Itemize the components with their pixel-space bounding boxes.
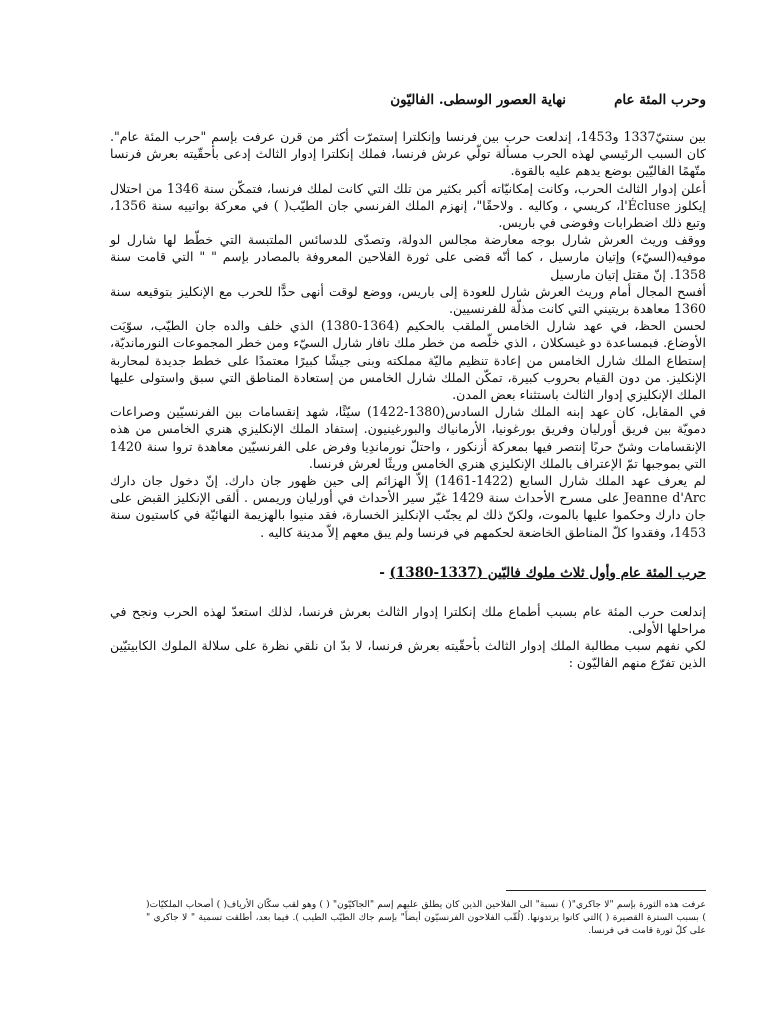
title-part-2: وحرب المئة عام	[614, 92, 706, 108]
paragraph-4: أفسح المجال أمام وريث العرش شارل للعودة إلى باريس، ووضع لوقت أنهى حدًّا للحرب مع الإنكليز بتوقيعه سنة 1360 معاهدة بريتيني التي كانت مذلّة للفرنسيين.	[110, 283, 706, 317]
footnote-separator	[506, 890, 706, 891]
paragraph-9: لكي نفهم سبب مطالبة الملك إدوار الثالث بأحقّيته بعرش فرنسا، لا بدّ ان نلقي نظرة على سلالة الملوك الكابيتيّين الذين تفرّع منهم الفاليّون :	[110, 638, 706, 671]
paragraph-8: إندلعت حرب المئة عام بسبب أطماع ملك إنكلترا إدوار الثالث بعرش فرنسا، لذلك استعدّ لهذه الحرب ونجح في مراحلها الأولى.	[110, 603, 706, 637]
title-part-1: نهاية العصور الوسطى. الفاليّون	[390, 92, 567, 108]
paragraph-3: ووقف وريث العرش شارل بوجه معارضة مجالس الدولة، وتصدّى للدسائس الملتبسة التي خطّط لها شارل لو موفيه(السيّء) وإتيان مارسيل ، كما أنّه قضى على ثورة الفلاحين المعروفة بالمصادر بإسم " " التي قامت سنة 1358. إنّ مقتل إتيان مارسيل	[110, 232, 706, 282]
section-heading	[110, 563, 706, 583]
paragraph-2: أعلن إدوار الثالث الحرب، وكانت إمكانيّاته أكبر بكثير من تلك التي كانت لملك فرنسا، فتمكّن سنة 1346 من احتلال إيكلوز l'Écluse، كريسي ، وكاليه . ولاحقًا"، إنهزم الملك الفرنسي جان الطيّب( ) في معركة بواتييه سنة 1356، وتبع ذلك اضطرابات وفوضى في باريس.	[110, 180, 706, 231]
paragraph-5: لحسن الحظ، في عهد شارل الخامس الملقب بالحكيم (1364-1380) الذي خلف والده جان الطيّب، سوّيَت الأوضاع. فبمساعدة دو غيسكلان ، الذي خلّصه من خطر ملك نافار شارل السيّء ومن خطر المجموعات النورمانديّة، إستطاع الملك شارل الخامس من إعادة تنظيم ماليّة مملكته وبنى جيشًا كبيرًا معتمدًا على خطط جديدة لمحاربة الإنكليز. من دون القيام بحروب كبيرة، تمكّن الملك شارل الخامس من إستعادة المناطق التي سبق واستولى عليها الملك الإنكليزي إدوار الثالث باستثناء بعض المدن.	[110, 318, 706, 403]
footnotes	[146, 898, 706, 937]
footnote-1: عرفت هذه الثورة بإسم "لا جاكري"( ) نسبة" الى الفلاحين الذين كان يطلق عليهم إسم "الجاكيّون" ( ) وهو لقب سكّان الأرياف( ) أصحاب الملكيّات( ) بسبب السترة القصيرة ( )التي كانوا يرتدونها. (لُقّب الفلاحون الفرنسيّون أيضاً" بإسم جاك الطيّب الطيب ). فيما بعد، أطلقت تسمية " لا جاكري " على كلّ ثورة قامت في فرنسا.	[146, 899, 706, 936]
document-page	[110, 90, 706, 1010]
section-heading-text: حرب المئة عام وأول ثلاث ملوك فاليّين (1337-1380)	[389, 564, 706, 581]
paragraph-7: لم يعرف عهد الملك شارل السابع (1422-1461) إلاّ الهزائم إلى حين ظهور جان دارك. إنّ دخول جان دارك Jeanne d'Arc على مسرح الأحداث سنة 1429 غيّر سير الأحداث في أورليان وريمس . ألقى الإنكليز القبض على جان دارك وحكموا عليها بالموت، ولكنّ ذلك لم يجنّب الإنكليز الخسارة، فقد منيوا بالهزيمة النهائيّة في كاستيون سنة 1453، وفقدوا كلّ المناطق الخاضعة لحكمهم في فرنسا ولم يبق معهم إلاّ مدينة كاليه .	[110, 473, 706, 540]
page-title	[110, 90, 706, 110]
section-heading-dash: -	[379, 564, 385, 581]
paragraph-6: في المقابل، كان عهد إبنه الملك شارل السادس(1380-1422) سيّئًا، شهد إنقسامات بين الفرنسيّين وصراعات دمويّة بين فريق أورليان وفريق بورغونيا، الأرمانياك والبورغينيون. إستفاد الملك الإنكليزي هنري الخامس من هذه الإنقسامات وشنّ حربًا إنتصر فيها بمعركة أزنكور ، واحتلّ نورماندِيا وفرض على الفرنسيّين معاهدة تروا سنة 1420 التي بموجبها تمّ الإعتراف بالملك الإنكليزي هنري الخامس وريثًا لعرش فرنسا.	[110, 404, 706, 471]
paragraph-1: بين سنتيّ1337 و1453، إندلعت حرب بين فرنسا وإنكلترا إستمرّت أكثر من قرن عرفت بإسم "حرب المئة عام". كان السبب الرئيسي لهذه الحرب مسألة تولّي عرش فرنسا، فملك إنكلترا إدوار الثالث إدعى بأحقّيته بعرش فرنسا متّهمًا الفاليّين بوضع يدهم عليه بالقوة.	[110, 129, 706, 179]
